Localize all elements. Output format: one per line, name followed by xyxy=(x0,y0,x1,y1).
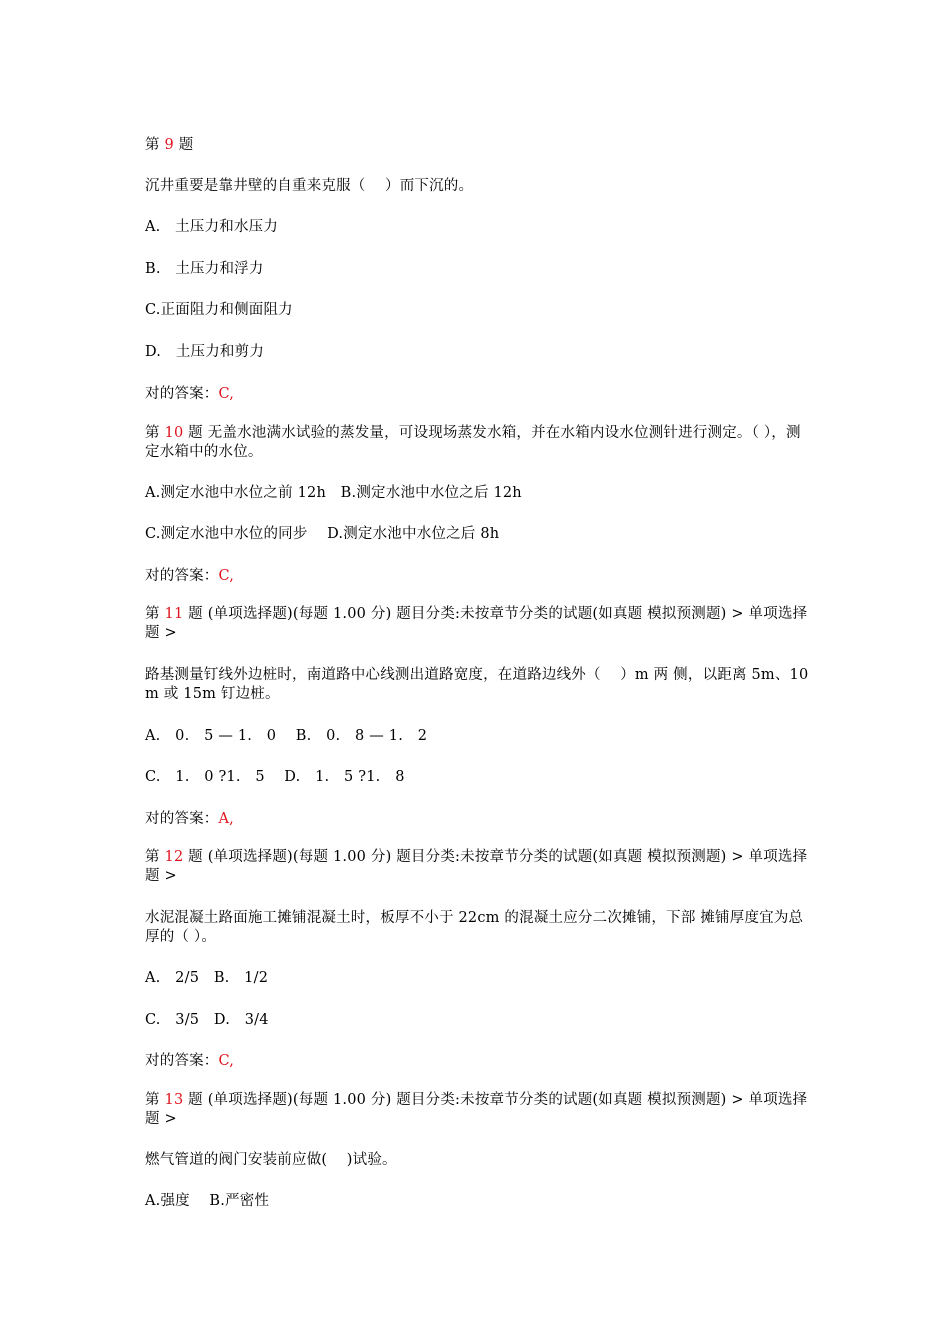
question-12-stem: 水泥混凝土路面施工摊铺混凝土时，板厚不小于 22cm 的混凝土应分二次摊铺，下部 摊铺厚度宜为总厚的（ ）。 xyxy=(145,910,804,945)
question-11-answer xyxy=(145,810,810,829)
question-label-prefix: 第 xyxy=(145,606,165,622)
question-category: 题 (单项选择题)(每题 1.00 分) 题目分类:未按章节分类的试题(如真题 模拟预测题) > 单项选择题 > xyxy=(145,849,808,884)
question-category: 题 (单项选择题)(每题 1.00 分) 题目分类:未按章节分类的试题(如真题 模拟预测题) > 单项选择题 > xyxy=(145,1092,808,1127)
question-12-header xyxy=(145,848,810,886)
question-number: 10 xyxy=(164,425,184,441)
answer-value: C, xyxy=(218,386,235,402)
question-label-prefix: 第 xyxy=(145,1092,165,1108)
question-10-options-cd: C.测定水池中水位的同步 D.测定水池中水位之后 8h xyxy=(145,526,500,542)
question-9-stem: 沉井重要是靠井壁的自重来克服（ ）而下沉的。 xyxy=(145,178,474,194)
question-label-suffix: 题 xyxy=(173,137,194,153)
question-13-header xyxy=(145,1091,810,1129)
question-9-option-c: C.正面阻力和侧面阻力 xyxy=(145,302,293,318)
question-number: 9 xyxy=(164,137,174,153)
answer-label: 对的答案： xyxy=(145,386,219,402)
answer-label: 对的答案： xyxy=(145,811,219,827)
question-10-stem: 题 无盖水池满水试验的蒸发量，可设现场蒸发水箱，并在水箱内设水位测针进行测定。（ ），测定水箱中的水位。 xyxy=(145,425,801,460)
answer-label: 对的答案： xyxy=(145,1053,219,1069)
question-11-stem: 路基测量钉线外边桩时，南道路中心线测出道路宽度，在道路边线外（ ）m 两 侧，以距离 5m、10m 或 15m 钉边桩。 xyxy=(145,667,809,702)
question-9-option-b: B. 土压力和浮力 xyxy=(145,261,264,277)
question-11-options-ab: A. 0. 5 — 1. 0 B. 0. 8 — 1. 2 xyxy=(145,728,428,744)
question-13-stem: 燃气管道的阀门安装前应做( )试验。 xyxy=(145,1152,397,1168)
question-number: 13 xyxy=(164,1092,184,1108)
question-number: 12 xyxy=(164,849,184,865)
question-9-answer xyxy=(145,385,810,404)
question-11-header xyxy=(145,605,810,643)
question-12-options-ab: A. 2/5 B. 1/2 xyxy=(145,970,269,986)
answer-value: C, xyxy=(218,568,235,584)
answer-value: A, xyxy=(218,811,234,827)
question-12-options-cd: C. 3/5 D. 3/4 xyxy=(145,1012,269,1028)
answer-value: C, xyxy=(218,1053,235,1069)
question-11-options-cd: C. 1. 0 ?1. 5 D. 1. 5 ?1. 8 xyxy=(145,769,405,785)
question-13-options-ab: A.强度 B.严密性 xyxy=(145,1193,270,1209)
question-9-option-a: A. 土压力和水压力 xyxy=(145,219,279,235)
question-label-prefix: 第 xyxy=(145,849,165,865)
question-9-header xyxy=(145,136,810,155)
question-label-prefix: 第 xyxy=(145,137,165,153)
question-12-answer xyxy=(145,1052,810,1071)
question-10-header xyxy=(145,424,810,462)
question-10-answer xyxy=(145,567,810,586)
answer-label: 对的答案： xyxy=(145,568,219,584)
question-category: 题 (单项选择题)(每题 1.00 分) 题目分类:未按章节分类的试题(如真题 模拟预测题) > 单项选择题 > xyxy=(145,606,808,641)
question-9-option-d: D. 土压力和剪力 xyxy=(145,344,265,360)
question-10-options-ab: A.测定水池中水位之前 12h B.测定水池中水位之后 12h xyxy=(145,485,522,501)
question-number: 11 xyxy=(164,606,184,622)
question-label-prefix: 第 xyxy=(145,425,165,441)
